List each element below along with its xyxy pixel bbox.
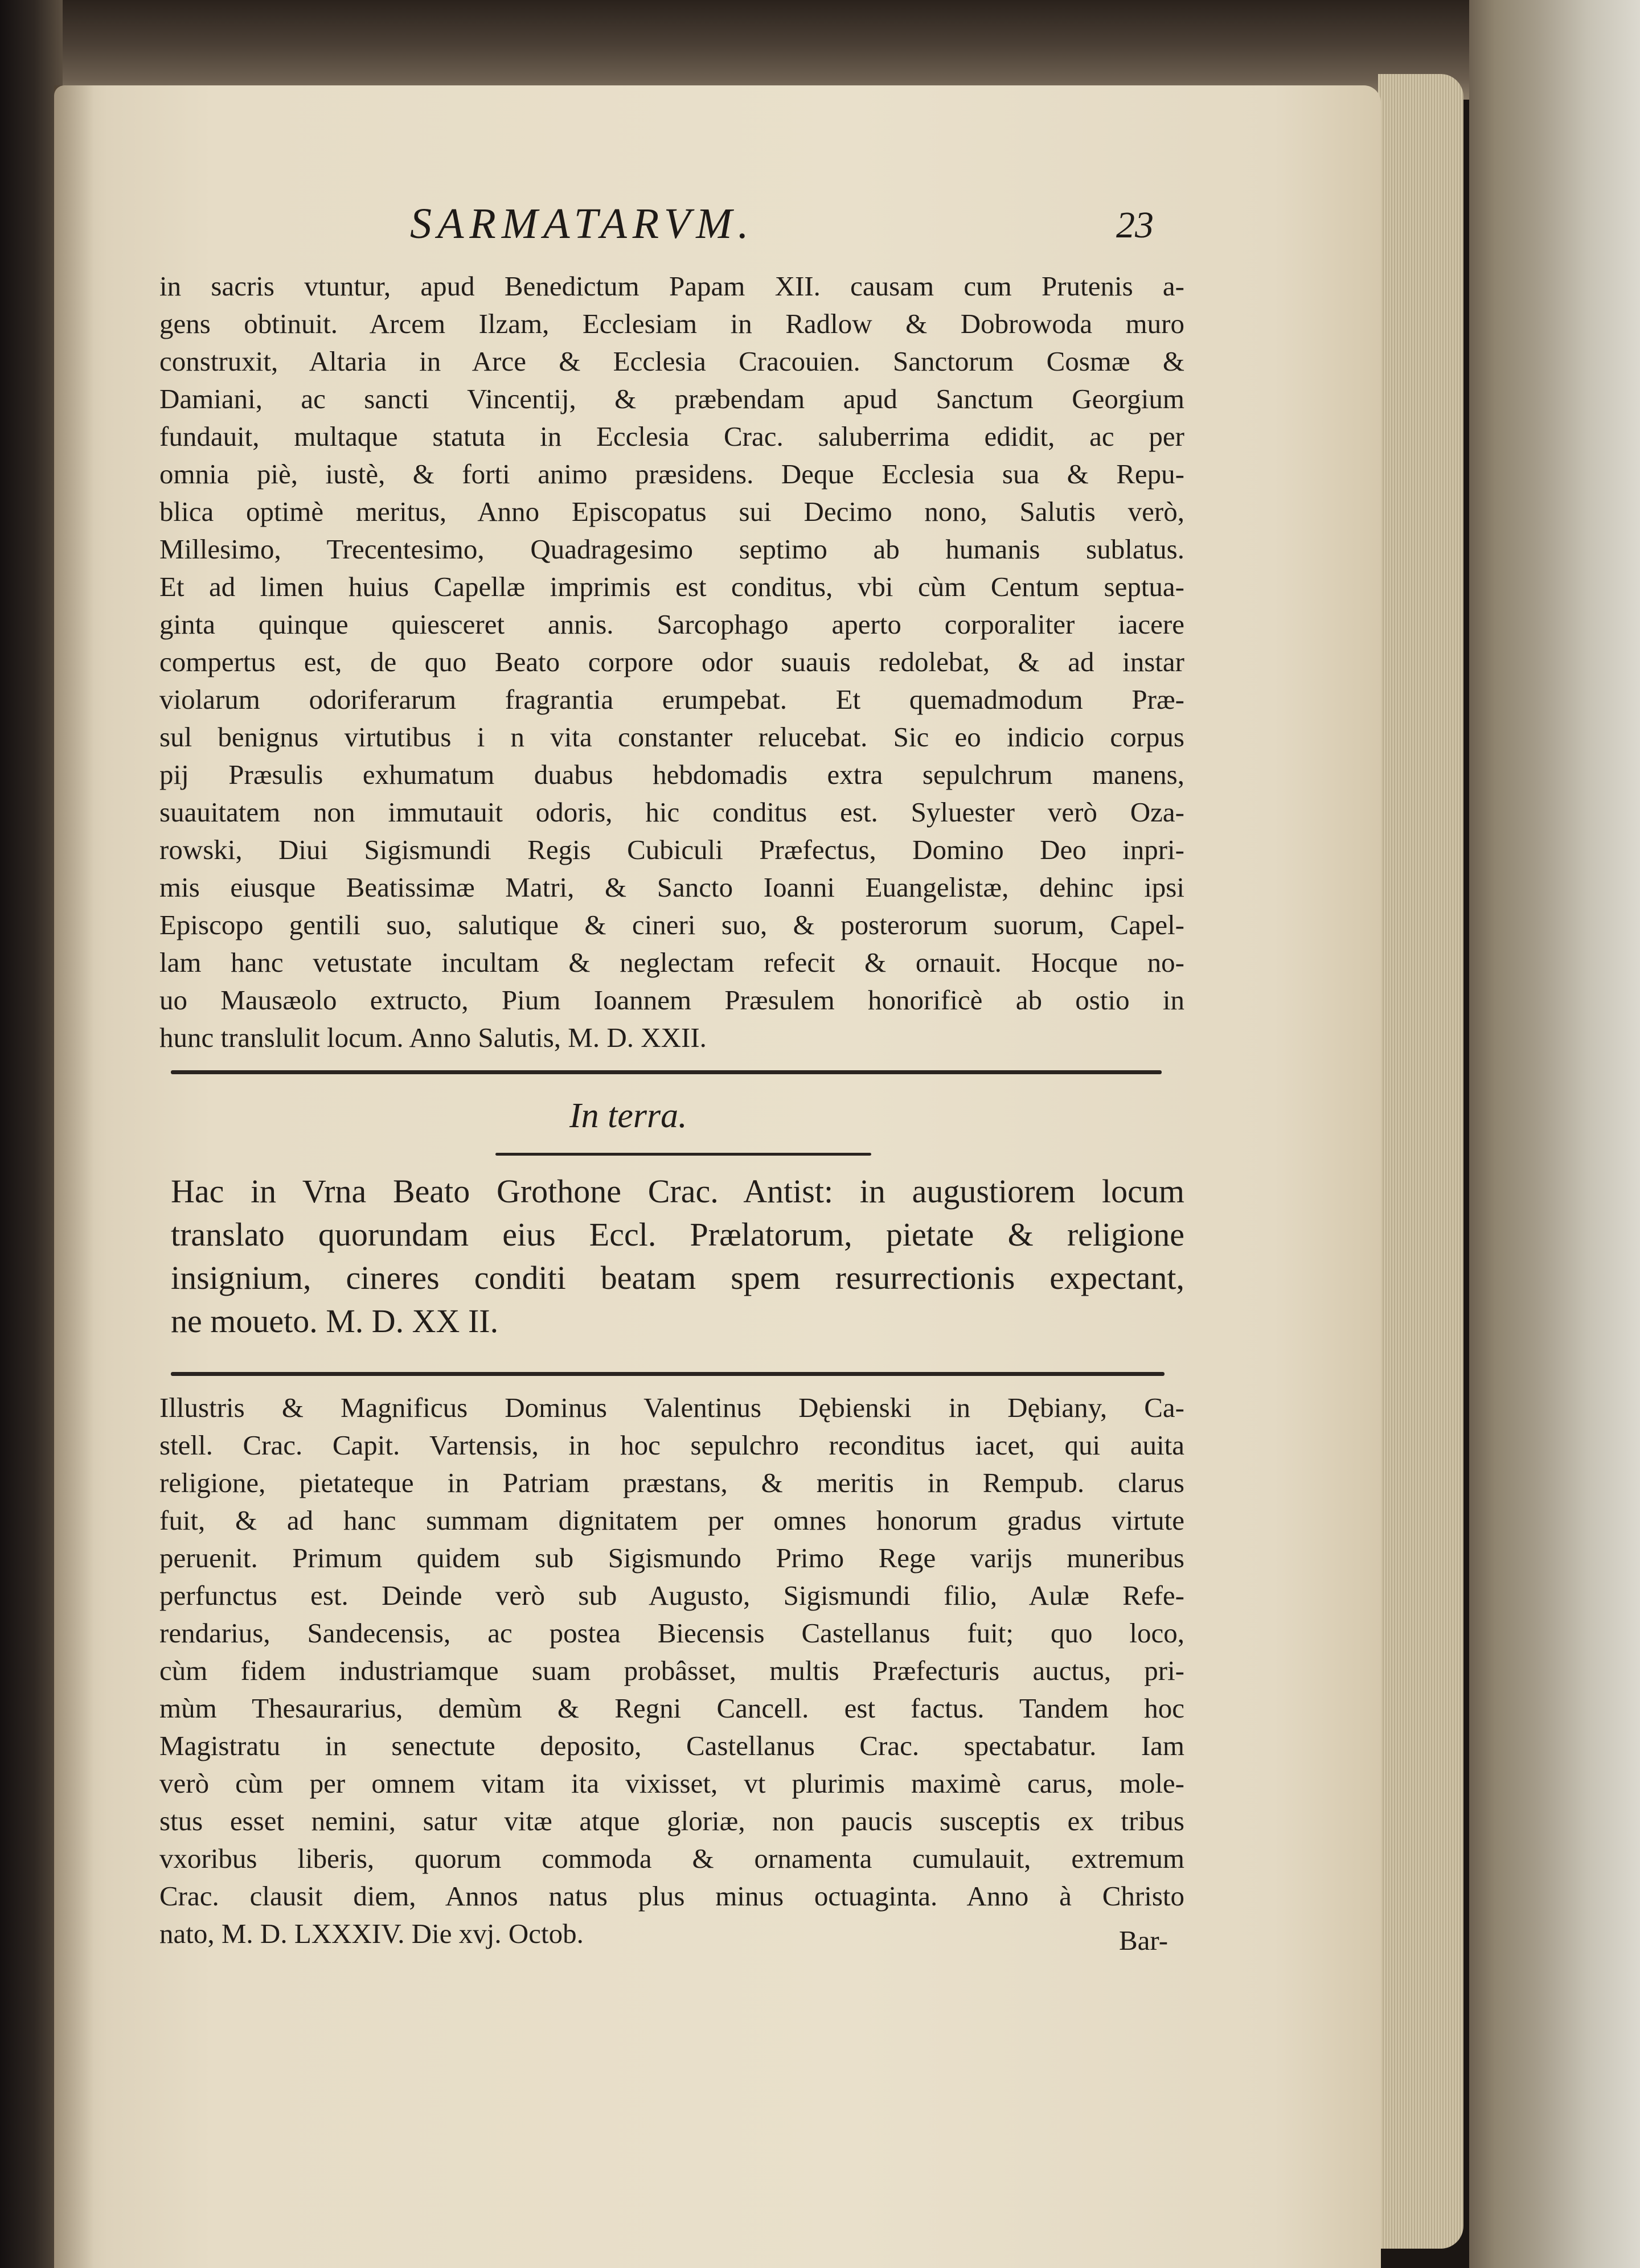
text-line: Millesimo, Trecentesimo, Quadragesimo septimo ab humanis sublatus.: [159, 533, 1184, 565]
text-line: Episcopo gentili suo, salutique & cineri suo, & posterorum suorum, Capel-: [159, 909, 1184, 940]
text-line: hunc translulit locum. Anno Salutis, M. D. XXII.: [159, 1022, 707, 1053]
text-line: Damiani, ac sancti Vincentij, & præbendam apud Sanctum Georgium: [159, 383, 1184, 414]
text-line: religione, pietateque in Patriam præstans, & meritis in Rempub. clarus: [159, 1467, 1184, 1498]
text-line: ginta quinque quiesceret annis. Sarcophago aperto corporaliter iacere: [159, 609, 1184, 640]
text-line: uo Mausæolo extructo, Pium Ioannem Præsulem honorificè ab ostio in: [159, 984, 1184, 1016]
text-line: mùm Thesaurarius, demùm & Regni Cancell. est factus. Tandem hoc: [159, 1692, 1184, 1724]
text-line: fuit, & ad hanc summam dignitatem per omnes honorum gradus virtute: [159, 1505, 1184, 1536]
divider-rule: [171, 1070, 1162, 1074]
book-spine: [0, 0, 63, 2268]
text-line: sul benignus virtutibus i n vita constanter relucebat. Sic eo indicio corpus: [159, 721, 1184, 753]
text-line: perfunctus est. Deinde verò sub Augusto, Sigismundi filio, Aulæ Refe-: [159, 1580, 1184, 1611]
text-line: compertus est, de quo Beato corpore odor suauis redolebat, & ad instar: [159, 646, 1184, 677]
text-line: blica optimè meritus, Anno Episcopatus sui Decimo nono, Salutis verò,: [159, 496, 1184, 527]
text-line: rowski, Diui Sigismundi Regis Cubiculi Præfectus, Domino Deo inpri-: [159, 834, 1184, 865]
text-line: verò cùm per omnem vitam ita vixisset, vt plurimis maximè carus, mole-: [159, 1768, 1184, 1799]
text-line: pij Præsulis exhumatum duabus hebdomadis extra sepulchrum manens,: [159, 759, 1184, 790]
text-line: construxit, Altaria in Arce & Ecclesia Cracouien. Sanctorum Cosmæ &: [159, 346, 1184, 377]
text-line: stell. Crac. Capit. Vartensis, in hoc sepulchro reconditus iacet, qui auita: [159, 1429, 1184, 1461]
text-line: Crac. clausit diem, Annos natus plus minus octuaginta. Anno à Christo: [159, 1880, 1184, 1912]
running-title: SARMATARVM.: [410, 200, 755, 248]
text-line: suauitatem non immutauit odoris, hic conditus est. Syluester verò Oza-: [159, 796, 1184, 828]
text-line: cùm fidem industriamque suam probâsset, multis Præfecturis auctus, pri-: [159, 1655, 1184, 1686]
paragraph-grotho: [159, 268, 1184, 1057]
inscription-line: ne moueto. M. D. XX II.: [171, 1303, 499, 1340]
page-stack-edge: [1378, 74, 1463, 2249]
text-line: lam hanc vetustate incultam & neglectam refecit & ornauit. Hocque no-: [159, 947, 1184, 978]
text-line: in sacris vtuntur, apud Benedictum Papam XII. causam cum Prutenis a-: [159, 270, 1184, 302]
paragraph-debienski: [159, 1389, 1184, 1953]
heading-underline: [495, 1153, 871, 1156]
text-line: omnia piè, iustè, & forti animo præsidens. Deque Ecclesia sua & Repu-: [159, 458, 1184, 490]
text-line: Illustris & Magnificus Dominus Valentinus Dębienski in Dębiany, Ca-: [159, 1392, 1184, 1423]
text-line: fundauit, multaque statuta in Ecclesia Crac. saluberrima edidit, ac per: [159, 421, 1184, 452]
section-heading: In terra.: [569, 1096, 687, 1135]
text-line: peruenit. Primum quidem sub Sigismundo Primo Rege varijs muneribus: [159, 1542, 1184, 1573]
catchword: Bar-: [1119, 1925, 1168, 1956]
text-line: gens obtinuit. Arcem Ilzam, Ecclesiam in Radlow & Dobrowoda muro: [159, 308, 1184, 339]
inscription-block: [171, 1170, 1184, 1343]
text-line: vxoribus liberis, quorum commoda & ornamenta cumulauit, extremum: [159, 1843, 1184, 1874]
text-line: rendarius, Sandecensis, ac postea Biecensis Castellanus fuit; quo loco,: [159, 1617, 1184, 1649]
text-line: Magistratu in senectute deposito, Castellanus Crac. spectabatur. Iam: [159, 1730, 1184, 1761]
gutter-shadow: [54, 85, 94, 2268]
divider-rule: [171, 1372, 1165, 1376]
inscription-line: translato quorundam eius Eccl. Prælatorum, pietate & religione: [171, 1216, 1184, 1253]
text-line: Et ad limen huius Capellæ imprimis est conditus, vbi cùm Centum septua-: [159, 571, 1184, 602]
text-line: stus esset nemini, satur vitæ atque gloriæ, non paucis susceptis ex tribus: [159, 1805, 1184, 1836]
book-cover-edge: [1469, 0, 1640, 2268]
page-number: 23: [1116, 204, 1154, 246]
text-line: nato, M. D. LXXXIV. Die xvj. Octob.: [159, 1918, 584, 1949]
inscription-line: Hac in Vrna Beato Grothone Crac. Antist: in augustiorem locum: [171, 1173, 1184, 1210]
text-line: violarum odoriferarum fragrantia erumpebat. Et quemadmodum Præ-: [159, 684, 1184, 715]
text-line: mis eiusque Beatissimæ Matri, & Sancto Ioanni Euangelistæ, dehinc ipsi: [159, 872, 1184, 903]
inscription-line: insignium, cineres conditi beatam spem resurrectionis expectant,: [171, 1259, 1184, 1296]
